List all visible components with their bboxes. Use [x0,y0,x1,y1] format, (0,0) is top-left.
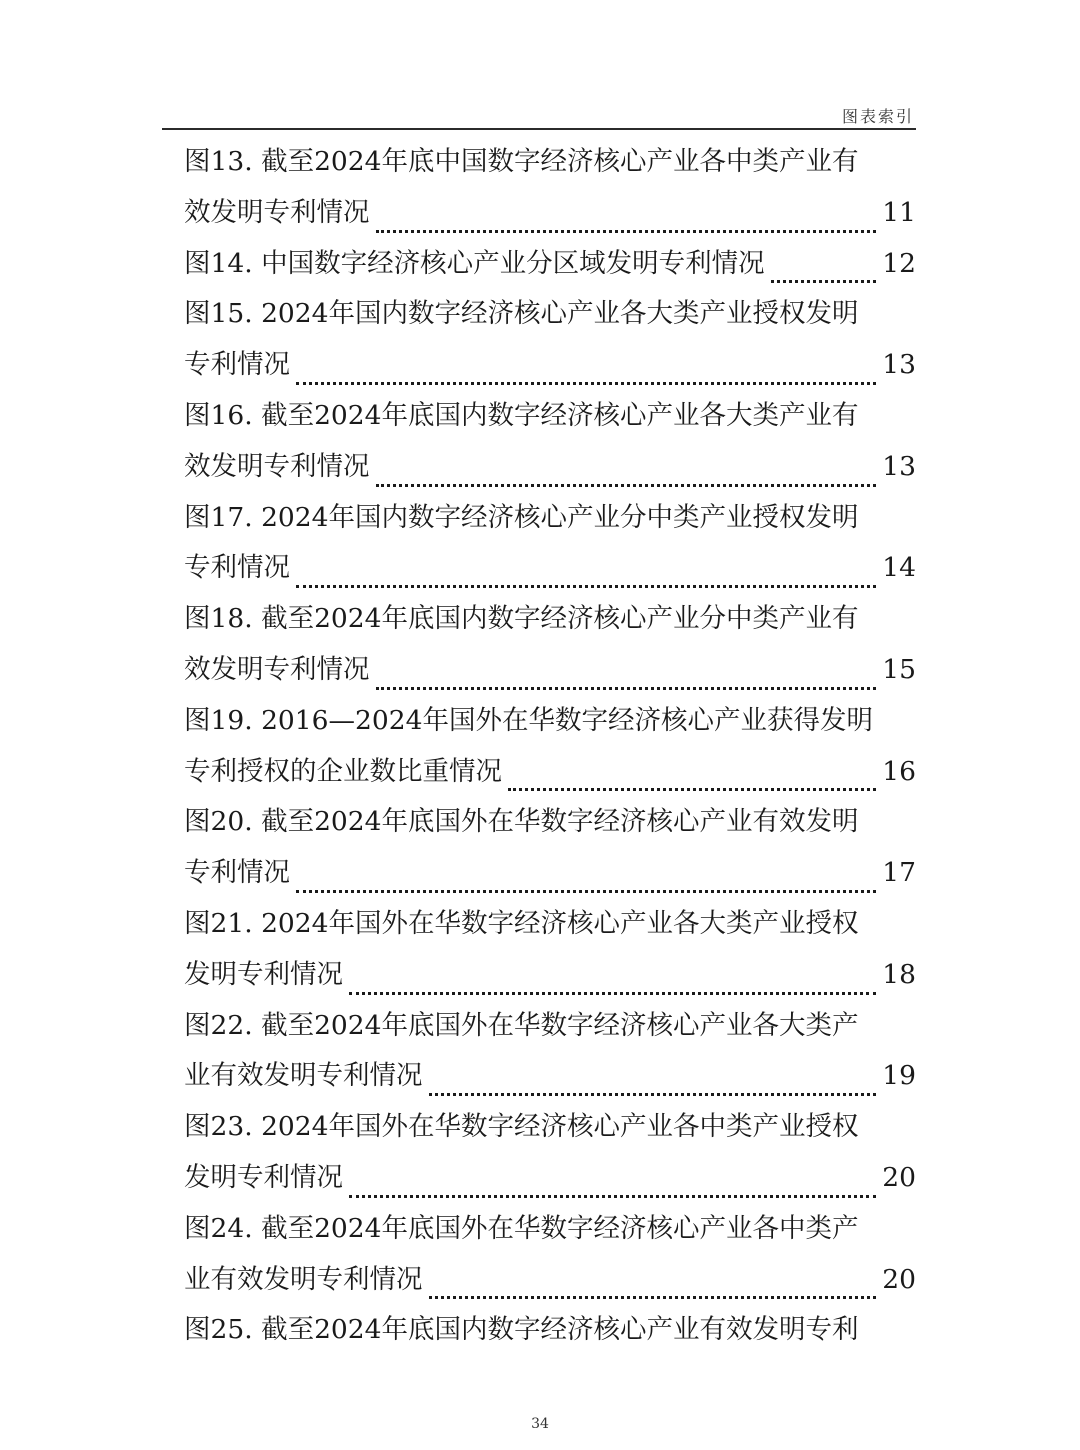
toc-entry-line: 图20. 截至2024年底国外在华数字经济核心产业有效发明 [184,806,859,838]
toc-entry[interactable] [184,396,916,498]
toc-entry-text: 发明专利情况 [184,958,343,990]
toc-page-number: 16 [882,755,916,787]
toc-page-number: 13 [882,349,916,381]
toc-entry-line [184,955,916,1006]
dot-leader [349,1195,876,1198]
dot-leader [376,687,877,690]
dot-leader [771,280,877,283]
toc-entry[interactable] [184,1107,916,1209]
toc-entry[interactable] [184,802,916,904]
toc-entry-text: 业有效发明专利情况 [184,1060,423,1092]
toc-entry-line [184,853,916,904]
toc-page-number: 15 [882,653,916,685]
toc-entry[interactable] [184,244,916,295]
dot-leader [296,382,876,385]
dot-leader [429,1093,877,1096]
dot-leader [296,890,876,893]
toc-entry-text: 专利情况 [184,857,290,889]
toc-entry-text: 专利授权的企业数比重情况 [184,755,502,787]
dot-leader [349,992,876,995]
toc-entry-text: 专利情况 [184,349,290,381]
toc-entry-line [184,193,916,244]
toc-entry[interactable] [184,294,916,396]
toc-page-number: 17 [882,857,916,889]
dot-leader [508,788,876,791]
toc-entry[interactable] [184,142,916,244]
toc-entry[interactable] [184,904,916,1006]
toc-entry-text: 图14. 中国数字经济核心产业分区域发明专利情况 [184,247,765,279]
header-title: 图表索引 [841,107,914,126]
toc-entry-line [184,1056,916,1107]
toc-entry[interactable] [184,1310,916,1361]
toc-entry[interactable] [184,1006,916,1108]
figure-index-list [184,142,916,1361]
toc-entry-line: 图24. 截至2024年底国外在华数字经济核心产业各中类产 [184,1212,859,1244]
toc-entry-line [184,1260,916,1311]
dot-leader [296,585,876,588]
toc-entry-line: 图16. 截至2024年底国内数字经济核心产业各大类产业有 [184,399,859,431]
toc-page-number: 20 [882,1161,916,1193]
toc-entry-line [184,1158,916,1209]
dot-leader [376,230,877,233]
toc-entry-line [184,447,916,498]
dot-leader [376,484,877,487]
toc-entry-line: 图19. 2016—2024年国外在华数字经济核心产业获得发明 [184,704,873,736]
toc-entry-line [184,752,916,803]
toc-entry-text: 发明专利情况 [184,1161,343,1193]
toc-page-number: 11 [882,196,916,228]
page-number: 34 [531,1416,549,1432]
toc-entry-text: 效发明专利情况 [184,196,370,228]
toc-entry-text: 效发明专利情况 [184,450,370,482]
toc-page-number: 20 [882,1263,916,1295]
toc-entry-line: 图13. 截至2024年底中国数字经济核心产业各中类产业有 [184,146,859,177]
toc-entry-line: 图21. 2024年国外在华数字经济核心产业各大类产业授权 [184,907,859,939]
toc-entry-line [184,345,916,396]
toc-entry-line [184,244,916,295]
toc-page-number: 12 [882,247,916,279]
toc-entry-text: 业有效发明专利情况 [184,1263,423,1295]
toc-entry-line [184,548,916,599]
toc-entry-line: 图15. 2024年国内数字经济核心产业各大类产业授权发明 [184,298,859,330]
toc-entry[interactable] [184,599,916,701]
toc-entry-text: 效发明专利情况 [184,653,370,685]
toc-entry[interactable] [184,1209,916,1311]
toc-entry-line: 图23. 2024年国外在华数字经济核心产业各中类产业授权 [184,1111,859,1143]
toc-entry-line: 图18. 截至2024年底国内数字经济核心产业分中类产业有 [184,603,859,635]
running-header [162,96,916,130]
toc-entry-line: 图25. 截至2024年底国内数字经济核心产业有效发明专利 [184,1314,859,1346]
dot-leader [429,1296,877,1299]
toc-page-number: 14 [882,552,916,584]
toc-page-number: 18 [882,958,916,990]
toc-page-number: 13 [882,450,916,482]
toc-entry[interactable] [184,498,916,600]
toc-entry[interactable] [184,701,916,803]
toc-entry-text: 专利情况 [184,552,290,584]
toc-page-number: 19 [882,1060,916,1092]
toc-entry-line: 图17. 2024年国内数字经济核心产业分中类产业授权发明 [184,501,859,533]
toc-entry-line: 图22. 截至2024年底国外在华数字经济核心产业各大类产 [184,1009,859,1041]
toc-entry-line [184,650,916,701]
